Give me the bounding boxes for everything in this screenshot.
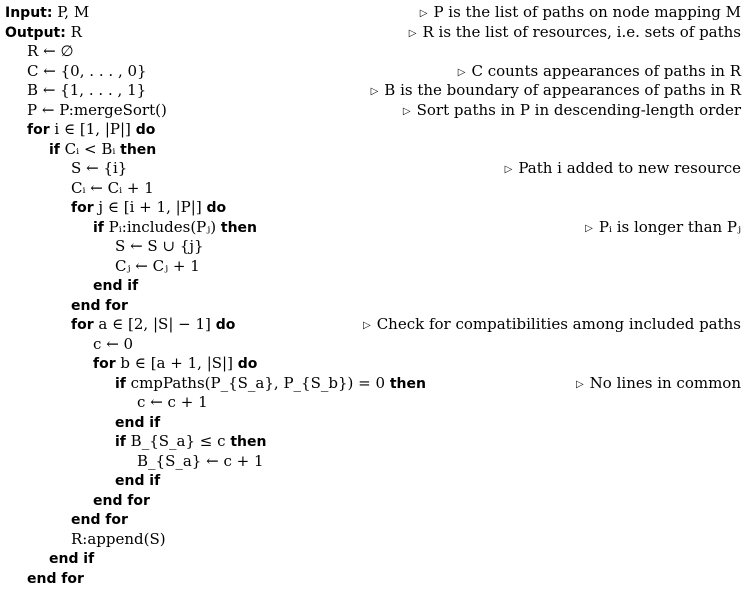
algorithm-line: [0, 42, 747, 62]
line-comment: [505, 159, 741, 181]
line-code: c ← c + 1: [137, 393, 208, 411]
comment-text: Sort paths in P in descending-length order: [416, 100, 741, 119]
comment-triangle-icon: ▷: [370, 86, 379, 97]
line-comment: [403, 101, 741, 123]
comment-text: P is the list of paths on node mapping M: [433, 3, 741, 21]
line-code: if Cᵢ < Bᵢ then: [49, 139, 157, 158]
comment-triangle-icon: ▷: [504, 164, 513, 175]
line-comment: [585, 218, 741, 240]
algorithm-line: [0, 335, 747, 355]
algorithm-line: [0, 218, 747, 238]
line-code: end if: [49, 551, 95, 567]
line-code: Input: P, M: [5, 3, 90, 21]
comment-triangle-icon: ▷: [585, 222, 593, 234]
line-comment: [409, 23, 741, 45]
algorithm-line: [0, 374, 747, 394]
line-comment: [371, 81, 741, 103]
line-code: end for: [71, 297, 128, 314]
algorithm-line: [0, 81, 747, 101]
line-code: end if: [93, 278, 139, 294]
comment-text: No lines in common: [589, 373, 741, 392]
line-code: end for: [93, 492, 150, 509]
comment-triangle-icon: ▷: [362, 320, 371, 331]
line-code: R ← ∅: [27, 42, 74, 60]
line-comment: [576, 374, 741, 396]
algorithm-line: [0, 159, 747, 179]
line-code: end if: [115, 473, 161, 489]
line-code: end for: [27, 570, 84, 587]
line-code: B ← {1, . . . , 1}: [27, 81, 147, 99]
comment-triangle-icon: ▷: [457, 66, 466, 78]
algorithm-line: [0, 569, 747, 589]
line-code: S ← S ∪ {j}: [115, 237, 204, 255]
comment-text: Pᵢ is longer than Pⱼ: [598, 217, 741, 236]
algorithm-line: [0, 257, 747, 277]
line-code: C ← {0, . . . , 0}: [27, 61, 147, 80]
line-comment: [458, 62, 741, 84]
algorithm-line: [0, 549, 747, 569]
line-code: for j ∈ [i + 1, |P|] do: [71, 198, 227, 216]
line-code: B_{S_a} ← c + 1: [137, 451, 264, 470]
algorithm-line: [0, 510, 747, 530]
algorithm-line: [0, 101, 747, 121]
comment-triangle-icon: ▷: [419, 8, 428, 19]
comment-text: R is the list of resources, i.e. sets of paths: [422, 22, 741, 41]
algorithm-line: [0, 491, 747, 511]
comment-text: C counts appearances of paths in R: [471, 61, 741, 80]
line-comment: [363, 315, 741, 337]
algorithm-line: [0, 62, 747, 82]
algorithm-line: [0, 393, 747, 413]
comment-triangle-icon: ▷: [575, 378, 584, 390]
line-code: Cᵢ ← Cᵢ + 1: [71, 178, 154, 197]
line-comment: [420, 3, 741, 25]
algorithm-line: [0, 120, 747, 140]
line-code: Output: R: [5, 22, 82, 41]
algorithm-line: [0, 237, 747, 257]
algorithm-line: [0, 179, 747, 199]
algorithm-line: [0, 471, 747, 491]
line-code: for a ∈ [2, |S| − 1] do: [71, 315, 236, 333]
algorithm-line: [0, 23, 747, 43]
algorithm-line: [0, 276, 747, 296]
line-code: end for: [71, 512, 128, 528]
line-code: R:append(S): [71, 529, 166, 548]
algorithm-line: [0, 354, 747, 374]
algorithm-line: [0, 140, 747, 160]
algorithm-line: [0, 432, 747, 452]
comment-triangle-icon: ▷: [402, 105, 411, 117]
line-code: Cⱼ ← Cⱼ + 1: [115, 256, 200, 275]
line-code: if B_{S_a} ≤ c then: [115, 432, 267, 450]
line-code: end if: [115, 414, 161, 431]
algorithm-line: [0, 296, 747, 316]
algorithm-line: [0, 413, 747, 433]
comment-text: Check for compatibilities among included paths: [376, 315, 741, 333]
algorithm-line: [0, 452, 747, 472]
line-code: if cmpPaths(P_{S_a}, P_{S_b}) = 0 then: [115, 373, 426, 392]
comment-triangle-icon: ▷: [408, 27, 417, 39]
line-code: P ← P:mergeSort(): [27, 100, 167, 119]
comment-text: Path i added to new resource: [518, 159, 741, 177]
line-code: if Pᵢ:includes(Pⱼ) then: [93, 217, 257, 236]
algorithm-line: [0, 530, 747, 550]
comment-text: B is the boundary of appearances of paths in R: [384, 81, 741, 99]
algorithm-line: [0, 198, 747, 218]
line-code: for b ∈ [a + 1, |S|] do: [93, 354, 258, 372]
line-code: c ← 0: [93, 334, 134, 353]
algorithm-line: [0, 315, 747, 335]
line-code: S ← {i}: [71, 159, 128, 177]
algorithm-line: [0, 3, 747, 23]
line-code: for i ∈ [1, |P|] do: [27, 120, 156, 138]
